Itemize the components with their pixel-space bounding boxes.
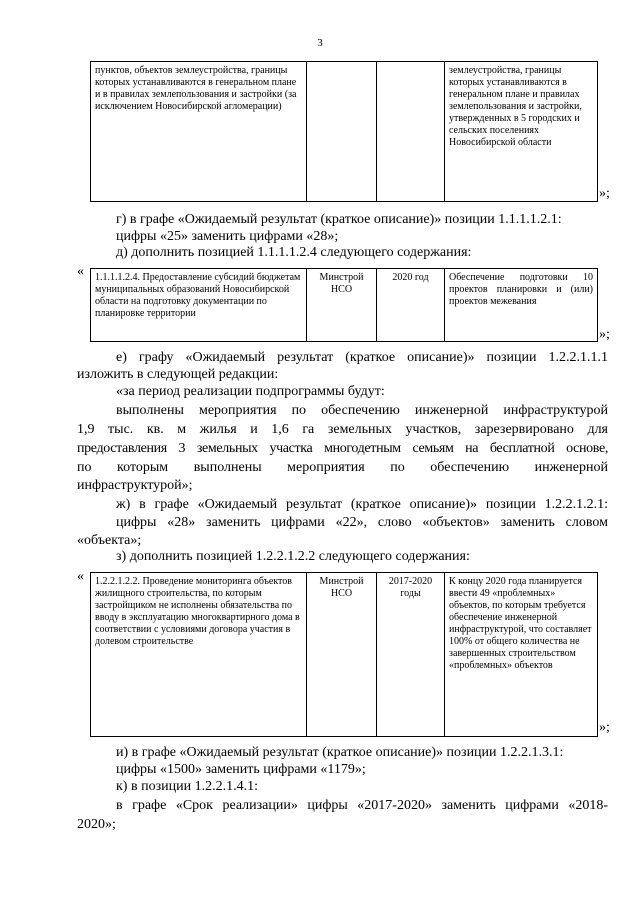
table-cell: землеустройства, границы которых устанавливаются в генеральном плане и правилах землепользования и застройки, утвержденных в 5 городских и сельских поселениях Новосибирской области	[445, 62, 598, 202]
paragraph-line: выполнены мероприятия по обеспечению инженерной инфраструктурой	[116, 403, 608, 418]
table-cell: 2017-2020 годы	[377, 573, 445, 737]
paragraph-line: цифры «25» заменить цифрами «28»;	[116, 229, 339, 244]
paragraph-line: изложить в следующей редакции:	[77, 367, 279, 382]
table-cell: Минстрой НСО	[307, 269, 377, 342]
paragraph-line: предоставления 3 земельных участка многодетным семьям на бесплатной основе,	[77, 441, 608, 456]
table-cell: Минстрой НСО	[307, 573, 377, 737]
page-number: 3	[317, 37, 323, 49]
table-position-1.1.1.1.2.4	[90, 268, 598, 342]
opening-quote: «	[77, 264, 84, 279]
table-cell: К концу 2020 года планируется ввести 49 «проблемных» объектов, по которым требуется обеспечение инженерной инфраструктурой, что составляет 100% от общего количества не завершенных строительством «проблемных» объектов	[445, 573, 598, 737]
table-cell: 2020 год	[377, 269, 445, 342]
paragraph-line: к) в позиции 1.2.2.1.4.1:	[116, 779, 258, 794]
closing-quote: »;	[599, 186, 610, 201]
table-cell: пунктов, объектов землеустройства, границы которых устанавливаются в генеральном плане и в правилах землепользования и застройки (за исключением Новосибирской агломерации)	[91, 62, 307, 202]
table-continuation	[90, 61, 598, 202]
paragraph-line: з) дополнить позицией 1.2.2.1.2.2 следующего содержания:	[116, 549, 470, 564]
table-cell: Обеспечение подготовки 10 проектов планировки и (или) проектов межевания	[445, 269, 598, 342]
table-row	[91, 62, 598, 202]
table-cell: 1.1.1.1.2.4. Предоставление субсидий бюджетам муниципальных образований Новосибирской области на подготовку документации по планировке территории	[91, 269, 307, 342]
paragraph-line: «объекта»;	[77, 533, 142, 548]
paragraph-line: цифры «28» заменить цифрами «22», слово «объектов» заменить словом	[116, 515, 608, 530]
paragraph-line: и) в графе «Ожидаемый результат (краткое описание)» позиции 1.2.2.1.3.1:	[116, 745, 564, 760]
paragraph-line: д) дополнить позицией 1.1.1.1.2.4 следующего содержания:	[116, 245, 472, 260]
table-cell	[377, 62, 445, 202]
table-cell	[307, 62, 377, 202]
paragraph-line: г) в графе «Ожидаемый результат (краткое описание)» позиции 1.1.1.1.2.1:	[116, 212, 562, 227]
paragraph-line: по которым выполнены мероприятия по обеспечению инженерной	[77, 460, 608, 475]
opening-quote: «	[77, 569, 84, 584]
paragraph-line: ж) в графе «Ожидаемый результат (краткое описание)» позиции 1.2.2.1.2.1:	[116, 497, 608, 512]
closing-quote: »;	[599, 327, 610, 342]
paragraph-line: в графе «Срок реализации» цифры «2017-2020» заменить цифрами «2018-	[116, 798, 608, 813]
paragraph-line: цифры «1500» заменить цифрами «1179»;	[116, 762, 366, 777]
paragraph-line: «за период реализации подпрограммы будут:	[116, 384, 385, 399]
table-position-1.2.2.1.2.2	[90, 572, 598, 737]
table-row	[91, 269, 598, 342]
paragraph-line: 1,9 тыс. кв. м жилья и 1,6 га земельных участков, зарезервировано для	[77, 422, 608, 437]
paragraph-line: инфраструктурой»;	[77, 478, 193, 493]
paragraph-line: е) графу «Ожидаемый результат (краткое описание)» позиции 1.2.2.1.1.1	[116, 350, 608, 365]
paragraph-line: 2020»;	[77, 817, 116, 832]
table-row	[91, 573, 598, 737]
closing-quote: »;	[599, 720, 610, 735]
table-cell: 1.2.2.1.2.2. Проведение мониторинга объектов жилищного строительства, по которым застройщиком не исполнены обязательства по вводу в эксплуатацию многоквартирного дома в соответствии с условиями договора участия в долевом строительстве	[91, 573, 307, 737]
